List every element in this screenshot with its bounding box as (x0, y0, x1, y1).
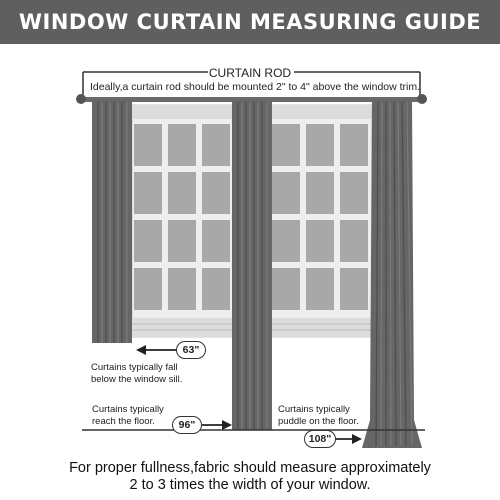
window-left-pane (168, 268, 196, 310)
note-96 (92, 404, 164, 428)
window-right-pane (272, 124, 300, 166)
window-left-pane (134, 220, 162, 262)
footer-line-2: 2 to 3 times the width of your window. (129, 477, 371, 493)
rod-label: CURTAIN ROD (208, 66, 292, 80)
window-left-pane (202, 220, 230, 262)
window-left-pane (168, 220, 196, 262)
window-right-pane (306, 124, 334, 166)
length-badge-108: 108" (304, 430, 336, 448)
window-right-pane (306, 172, 334, 214)
window-right-pane (340, 268, 368, 310)
note-108-line-1: Curtains typically (278, 404, 350, 415)
curtain-panel-left (92, 100, 132, 343)
arrow-63 (136, 345, 178, 355)
window-right-pane (340, 124, 368, 166)
note-96-line-1: Curtains typically (92, 404, 164, 415)
window-right-pane (306, 268, 334, 310)
note-96-line-2: reach the floor. (92, 416, 155, 427)
window-right-pane (340, 172, 368, 214)
window-right-pane (306, 220, 334, 262)
note-108-line-2: puddle on the floor. (278, 416, 359, 427)
window-left-pane (134, 268, 162, 310)
rod-finial-right (417, 94, 427, 104)
note-63-line-2: below the window sill. (91, 374, 183, 385)
length-badge-96: 96" (172, 416, 202, 434)
arrow-96 (199, 420, 232, 430)
note-108 (278, 404, 359, 428)
window-right-pane (272, 172, 300, 214)
window-left-pane (134, 172, 162, 214)
window-right-pane (272, 268, 300, 310)
window-right-pane (272, 220, 300, 262)
note-63-line-1: Curtains typically fall (91, 362, 178, 373)
rod-note: Ideally,a curtain rod should be mounted 2" to 4" above the window trim. (90, 81, 421, 93)
window-right-pane (340, 220, 368, 262)
note-63 (91, 362, 182, 386)
window-left-pane (202, 268, 230, 310)
page-title: WINDOW CURTAIN MEASURING GUIDE (18, 10, 482, 34)
length-badge-63: 63" (176, 341, 206, 359)
window-left-pane (202, 124, 230, 166)
window-left-pane (134, 124, 162, 166)
footer-line-1: For proper fullness,fabric should measure approximately (69, 460, 431, 476)
rod-finial-left (76, 94, 86, 104)
window-left-pane (168, 172, 196, 214)
window-left-pane (202, 172, 230, 214)
curtain-panel-center (232, 100, 272, 430)
window-left-pane (168, 124, 196, 166)
